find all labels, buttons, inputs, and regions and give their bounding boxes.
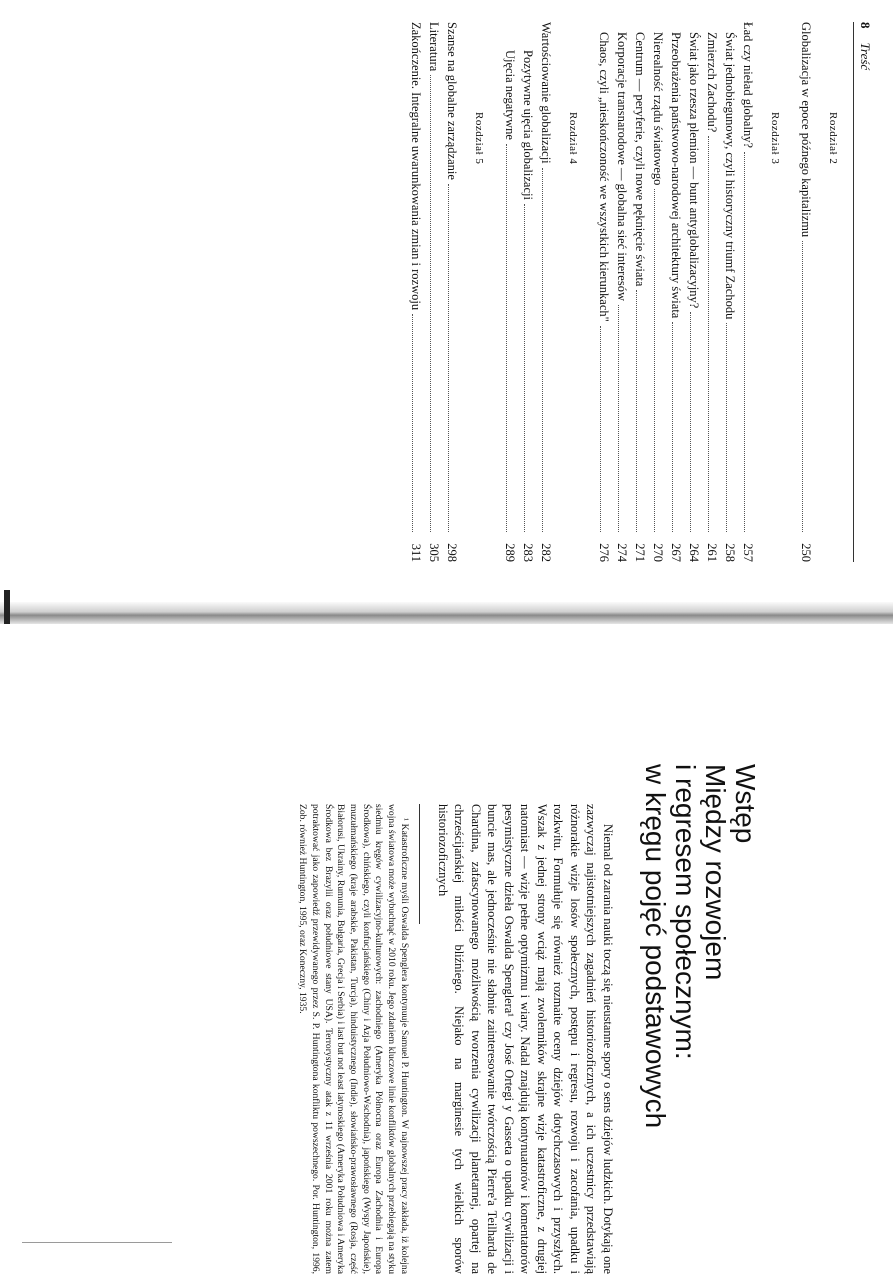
toc-entry[interactable] <box>631 22 649 562</box>
toc-entry-title: Szanse na globalne zarządzanie <box>445 22 459 180</box>
chapter-label: Rozdział 2 <box>827 112 839 165</box>
toc-body <box>397 22 839 582</box>
toc-entry-page: 271 <box>633 543 647 562</box>
toc-entry-title: Świat jednobiegunowy, czyli historyczny triumf Zachodu <box>723 32 737 320</box>
heading-line: Wstęp <box>730 764 761 844</box>
toc-entry[interactable] <box>613 22 631 562</box>
toc-entry-title: Pozytywne ujęcia globalizacji <box>521 50 535 200</box>
dot-leader <box>448 184 450 532</box>
chapter-gap <box>585 22 595 582</box>
dot-leader <box>726 323 728 532</box>
heading-line: Między rozwojem <box>700 764 731 981</box>
toc-entry-page: 311 <box>409 543 423 562</box>
toc-entry[interactable] <box>685 22 703 562</box>
page-gutter <box>0 602 893 624</box>
dot-leader <box>654 189 656 532</box>
chapter-gap <box>787 22 797 582</box>
dot-leader <box>600 326 602 532</box>
toc-rotated-container <box>397 0 893 595</box>
dot-leader <box>506 144 508 532</box>
toc-entry-page: 264 <box>687 543 701 562</box>
chapter-label: Rozdział 3 <box>769 112 781 165</box>
toc-entry[interactable] <box>595 22 613 562</box>
toc-entry-page: 305 <box>427 543 441 562</box>
dot-leader <box>542 168 544 532</box>
dot-leader <box>412 314 414 532</box>
toc-entry-title: Przeobrażenia państwowo-narodowej architektury świata <box>669 32 683 319</box>
toc-entry[interactable] <box>425 22 443 562</box>
toc-entry-title: Nierealność rządu światowego <box>651 32 665 186</box>
toc-entry-title: Korporacje transnarodowe — globalna sieć interesów <box>615 32 629 302</box>
body-rotated-container <box>286 624 761 1274</box>
dot-leader <box>708 136 710 532</box>
toc-entry-title: Centrum — peryferie, czyli nowe pęknięcie świata <box>633 32 647 287</box>
toc-entry[interactable] <box>667 22 685 562</box>
dot-leader <box>744 152 746 532</box>
heading-line: w kręgu pojęć podstawowych <box>640 764 671 1129</box>
dot-leader <box>690 312 692 532</box>
toc-entry-title: Ujęcia negatywne <box>503 50 517 140</box>
toc-entry[interactable] <box>721 22 739 562</box>
toc-entry-page: 283 <box>521 543 535 562</box>
toc-entry[interactable] <box>537 22 555 562</box>
dot-leader <box>524 204 526 532</box>
toc-entry[interactable] <box>443 22 461 562</box>
page-number: 8 <box>858 22 873 29</box>
toc-entry-page: 261 <box>705 543 719 562</box>
heading-line: i regresem społecznym: <box>670 764 701 1060</box>
toc-entry[interactable] <box>501 22 519 562</box>
toc-entry-page: 298 <box>445 543 459 562</box>
toc-entry-page: 282 <box>539 543 553 562</box>
toc-header <box>853 22 873 562</box>
footnote-rule <box>420 804 421 924</box>
chapter-gap <box>397 22 407 582</box>
dot-leader <box>802 241 804 532</box>
toc-entry-page: 270 <box>651 543 665 562</box>
table-of-contents <box>397 0 893 582</box>
toc-entry-page: 289 <box>503 543 517 562</box>
toc-entry-title: Wartościowanie globalizacji <box>539 22 553 164</box>
chapter-gap <box>491 22 501 582</box>
toc-entry-page: 267 <box>669 543 683 562</box>
toc-entry-title: Zakończenie. Integralne uwarunkowania zmian i rozwoju <box>409 22 423 311</box>
dot-leader <box>430 75 432 532</box>
dot-leader <box>618 305 620 532</box>
toc-entry-page: 276 <box>597 543 611 562</box>
toc-entry[interactable] <box>739 22 757 562</box>
body-paragraph: Niemal od zarania nauki toczą się nieustanne spory o sens dziejów ludzkich. Dotykają one zazwyczaj najistotniejszych zagadnień historiozoficznych, a ich uczestnicy przedstawiają różnorakie wizje losów społecznych, postępu i regresu, rozwoju i zacofania, upadku i rozkwitu. Formułuje się również rozmaite oceny dziejów dotychczasowych i przyszłych. Wszak z jednej strony wciąż mają zwolenników skrajne wizje katastroficzne, z drugiej natomiast — wizje pełne optymizmu i wiary. Nadal znajdują kontynuatorów i komentatorów pesymistyczne dzieła Oswalda Spenglera¹ czy José Ortegi y Gasseta o upadku cywilizacji i buncie mas, ale jednocześnie nie słabnie zainteresowanie twórczością Pierre'a Teilharda de Chardina, zafascynowanego możliwością tworzenia cywilizacji planetarnej, opartej na chrześcijańskiej miłości bliźniego. Niejako na marginesie tych wielkich sporów historiozoficznych <box>436 804 615 1274</box>
footnote: ¹ Katastroficzne myśli Oswalda Spenglera kontynuuje Samuel P. Huntington. W najnowszej pracy zakłada, iż kolejna wojna światowa może wybuchnąć w 2010 roku. Jego zdaniem kluczowe linie konfliktów globalnych przebiegają na styku siedmiu kręgów cywilizacyjno-kulturowych: zachodniego (Ameryka Północna oraz Europa Zachodnia i Europa Środkowa), chińskiego, czyli konfucjańskiego (Chiny i Azja Południowo-Wschodnia), japońskiego (Wyspy Japońskie), muzułmańskiego (kraje arabskie, Pakistan, Turcja), hinduistycznego (Indie), słowiańsko-prawosławnego (Rosja, część Białorusi, Ukrainy, Rumunia, Bułgaria, Grecja i Serbia) i last but not least latynoskiego (Ameryka Południowa i Ameryka Środkowa bez Brazylii oraz południowe stany USA). Terrorystyczny atak z 11 września 2001 roku można zatem potraktować jako zapowiedź przewidywanego przez S. P. Huntingtona konfliktu powszechnego. Por. Huntington, 1996, Zob. również Huntington, 1995, oraz Koneczny, 1935. <box>297 804 410 1274</box>
section-heading <box>640 644 760 1244</box>
toc-entry[interactable] <box>407 22 425 562</box>
toc-entry[interactable] <box>519 22 537 562</box>
dot-leader <box>672 322 674 532</box>
body-text-page <box>296 624 761 1274</box>
running-head: Treść <box>858 42 873 71</box>
toc-entry-title: Chaos, czyli „nieskończoność we wszystkich kierunkach" <box>597 32 611 322</box>
toc-entry-page: 258 <box>723 543 737 562</box>
dot-leader <box>636 290 638 532</box>
toc-entry-title: Świat jako rzesza plemion — bunt antyglobalizacyjny? <box>687 32 701 309</box>
toc-entry-title: Ład czy nieład globalny? <box>741 22 755 148</box>
toc-entry[interactable] <box>703 22 721 562</box>
toc-entry-page: 250 <box>799 543 813 562</box>
toc-entry-page: 274 <box>615 543 629 562</box>
scan-noise <box>22 1242 172 1243</box>
toc-entry-page: 257 <box>741 543 755 562</box>
toc-entry[interactable] <box>649 22 667 562</box>
chapter-label: Rozdział 4 <box>567 112 579 165</box>
toc-entry-title: Zmierzch Zachodu? <box>705 32 719 133</box>
chapter-label: Rozdział 5 <box>473 112 485 165</box>
toc-entry-title: Globalizacja w epoce późnego kapitalizmu <box>799 22 813 238</box>
toc-entry-title: Literatura <box>427 22 441 72</box>
toc-entry[interactable] <box>797 22 815 562</box>
